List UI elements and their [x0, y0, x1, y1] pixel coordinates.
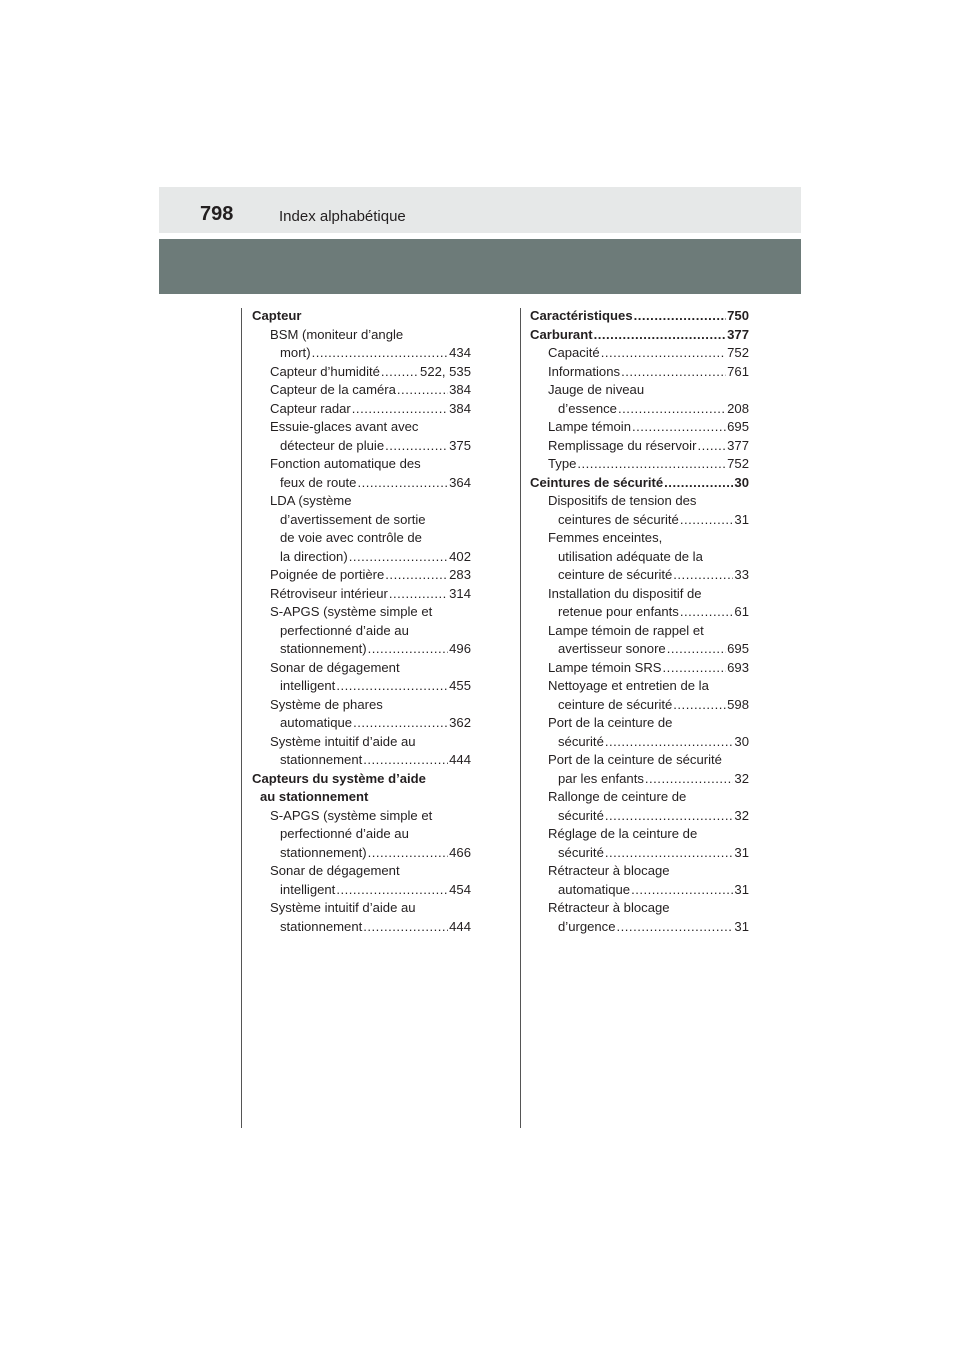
- index-entry-label: Capacité: [548, 345, 600, 360]
- index-entry: [252, 418, 471, 437]
- index-entry-label: utilisation adéquate de la: [558, 548, 703, 564]
- leader-dots: [673, 566, 733, 585]
- leader-dots: [664, 474, 733, 493]
- index-entry-label: stationnement: [280, 918, 363, 934]
- index-entry: [252, 548, 471, 567]
- index-entry: [530, 511, 749, 530]
- index-entry: [530, 807, 749, 826]
- index-entry-label: automatique: [558, 881, 631, 897]
- column-divider-left: [241, 308, 242, 1128]
- index-entry-label: Rallonge de ceinture de: [548, 789, 687, 804]
- index-entry-label: BSM (moniteur d’angle: [270, 326, 404, 342]
- index-entry: [252, 511, 471, 530]
- leader-dots: [631, 881, 733, 900]
- index-entry: [530, 770, 749, 789]
- leader-dots: [605, 844, 734, 863]
- leader-dots: [336, 881, 448, 900]
- index-entry-page: 31: [734, 881, 749, 897]
- column-divider-middle: [520, 308, 521, 1128]
- index-entry-label: intelligent: [280, 881, 336, 897]
- index-entry: [252, 566, 471, 585]
- index-entry-label: avertisseur sonore: [558, 641, 666, 656]
- index-entry: [252, 326, 471, 345]
- index-entry: [252, 881, 471, 900]
- index-entry: [530, 585, 749, 604]
- index-entry: [530, 751, 749, 770]
- index-entry-label: Capteur de la caméra: [270, 382, 396, 397]
- index-entry: [252, 714, 471, 733]
- leader-dots: [618, 400, 726, 419]
- index-entry: [252, 862, 471, 881]
- index-entry-label: stationnement): [280, 641, 367, 656]
- index-entry: [252, 899, 471, 918]
- index-entry-label: S-APGS (système simple et: [270, 604, 433, 619]
- leader-dots: [621, 363, 726, 382]
- index-entry-page: 752: [727, 456, 749, 471]
- index-entry-label: feux de route: [280, 474, 357, 490]
- index-entry-label: Essuie-glaces avant avec: [270, 419, 419, 434]
- leader-dots: [381, 363, 419, 382]
- index-entry-label: stationnement: [280, 752, 363, 767]
- index-entry-page: 598: [727, 696, 749, 712]
- header-bar: [159, 187, 801, 233]
- index-entry: [252, 770, 471, 789]
- page-number: 798: [200, 203, 234, 225]
- index-entry: [530, 881, 749, 900]
- leader-dots: [680, 603, 734, 622]
- index-entry: [252, 585, 471, 604]
- index-entry: [252, 659, 471, 678]
- index-entry: [252, 807, 471, 826]
- index-entry-label: par les enfants: [558, 770, 644, 786]
- index-entry: [252, 640, 471, 659]
- index-entry: [252, 825, 471, 844]
- index-entry-label: Nettoyage et entretien de la: [548, 678, 709, 693]
- index-entry: [252, 529, 471, 548]
- leader-dots: [357, 474, 448, 493]
- index-entry-page: 31: [734, 918, 749, 934]
- leader-dots: [605, 733, 734, 752]
- index-entry: [530, 363, 749, 382]
- index-entry-label: Réglage de la ceinture de: [548, 826, 698, 841]
- index-column-1: [252, 307, 471, 936]
- index-entry-page: 30: [734, 474, 749, 490]
- leader-dots: [368, 640, 449, 659]
- index-entry-page: 314: [449, 585, 471, 601]
- index-entry-label: ceinture de sécurité: [558, 696, 673, 712]
- index-entry-label: Capteur radar: [270, 400, 351, 416]
- leader-dots: [680, 511, 734, 530]
- index-entry-label: LDA (système: [270, 493, 352, 508]
- index-entry: [530, 640, 749, 659]
- leader-dots: [601, 344, 726, 363]
- index-entry: [252, 918, 471, 937]
- index-entry-page: 362: [449, 715, 471, 730]
- index-entry: [530, 677, 749, 696]
- index-entry: [530, 825, 749, 844]
- index-entry-label: automatique: [280, 715, 353, 730]
- index-entry-label: Rétroviseur intérieur: [270, 585, 388, 601]
- index-entry-label: Dispositifs de tension des: [548, 493, 697, 508]
- index-entry-label: Capteurs du système d’aide: [252, 770, 426, 786]
- leader-dots: [594, 326, 727, 345]
- index-entry: [530, 733, 749, 752]
- index-entry-label: retenue pour enfants: [558, 604, 679, 619]
- index-entry-page: 384: [449, 382, 471, 397]
- index-entry-label: Sonar de dégagement: [270, 863, 400, 878]
- index-entry-page: 377: [727, 437, 749, 453]
- index-entry-label: Capteur d’humidité: [270, 363, 380, 379]
- leader-dots: [397, 381, 448, 400]
- index-entry-page: 377: [727, 326, 749, 342]
- index-entry-label: Lampe témoin SRS: [548, 659, 662, 675]
- index-entry: [252, 455, 471, 474]
- index-entry: [252, 603, 471, 622]
- index-entry: [530, 918, 749, 937]
- index-entry-label: Caractéristiques: [530, 308, 633, 323]
- leader-dots: [645, 770, 734, 789]
- index-entry: [252, 400, 471, 419]
- index-entry-label: Rétracteur à blocage: [548, 900, 670, 915]
- index-entry: [530, 622, 749, 641]
- index-entry: [530, 696, 749, 715]
- index-entry-page: 695: [727, 641, 749, 656]
- index-entry-label: Remplissage du réservoir: [548, 437, 697, 453]
- index-entry: [530, 844, 749, 863]
- index-entry: [530, 455, 749, 474]
- index-entry: [530, 400, 749, 419]
- index-entry: [252, 696, 471, 715]
- leader-dots: [368, 844, 449, 863]
- index-entry: [252, 622, 471, 641]
- index-entry-page: 752: [727, 345, 749, 360]
- index-entry: [530, 548, 749, 567]
- index-entry-page: 695: [727, 419, 749, 434]
- index-entry: [530, 659, 749, 678]
- index-entry-page: 364: [449, 474, 471, 490]
- index-entry-label: Port de la ceinture de: [548, 715, 673, 730]
- index-entry-label: sécurité: [558, 807, 604, 823]
- index-entry: [530, 307, 749, 326]
- index-entry: [530, 344, 749, 363]
- index-entry-label: stationnement): [280, 844, 367, 860]
- page-title: Index alphabétique: [279, 208, 406, 225]
- index-entry-label: de voie avec contrôle de: [280, 530, 422, 545]
- index-entry: [530, 326, 749, 345]
- index-entry-label: Fonction automatique des: [270, 456, 421, 471]
- index-entry-label: Type: [548, 456, 577, 471]
- index-entry-label: Sonar de dégagement: [270, 659, 400, 675]
- index-entry-page: 283: [449, 567, 471, 582]
- index-entry-page: 384: [449, 400, 471, 416]
- index-entry: [252, 751, 471, 770]
- index-entry: [252, 307, 471, 326]
- index-entry: [252, 474, 471, 493]
- index-entry-label: la direction): [280, 548, 348, 564]
- index-entry-page: 496: [449, 641, 471, 656]
- index-entry-label: Système intuitif d’aide au: [270, 733, 416, 749]
- index-entry-label: Rétracteur à blocage: [548, 863, 670, 878]
- index-entry-label: Installation du dispositif de: [548, 585, 702, 601]
- index-entry-label: Lampe témoin: [548, 419, 631, 434]
- index-entry-page: 375: [449, 437, 471, 453]
- index-entry: [252, 437, 471, 456]
- index-entry-label: Capteur: [252, 308, 302, 323]
- leader-dots: [617, 918, 734, 937]
- leader-dots: [577, 455, 726, 474]
- index-entry: [252, 677, 471, 696]
- index-entry-page: 466: [449, 844, 471, 860]
- index-entry-label: Jauge de niveau: [548, 382, 645, 397]
- header-band: [159, 239, 801, 294]
- index-entry-label: Lampe témoin de rappel et: [548, 622, 704, 638]
- index-entry-page: 693: [727, 659, 749, 675]
- index-entry-label: mort): [280, 345, 311, 360]
- index-entry-page: 30: [734, 733, 749, 749]
- index-entry: [252, 788, 471, 807]
- index-entry-page: 761: [727, 363, 749, 379]
- index-entry-label: S-APGS (système simple et: [270, 807, 433, 823]
- index-entry-label: perfectionné d’aide au: [280, 622, 409, 638]
- index-entry-label: Poignée de portière: [270, 567, 385, 582]
- index-entry-label: ceintures de sécurité: [558, 511, 679, 527]
- index-entry-label: perfectionné d’aide au: [280, 826, 409, 841]
- leader-dots: [352, 400, 448, 419]
- index-entry: [252, 381, 471, 400]
- index-entry-label: d’essence: [558, 400, 617, 416]
- index-entry: [252, 344, 471, 363]
- index-entry-page: 32: [734, 770, 749, 786]
- index-entry: [530, 529, 749, 548]
- leader-dots: [605, 807, 734, 826]
- index-entry-page: 32: [734, 807, 749, 823]
- leader-dots: [697, 437, 726, 456]
- index-entry-page: 434: [449, 345, 471, 360]
- index-entry-page: 454: [449, 881, 471, 897]
- index-entry-page: 455: [449, 678, 471, 693]
- leader-dots: [663, 659, 727, 678]
- leader-dots: [353, 714, 448, 733]
- index-entry-page: 208: [727, 400, 749, 416]
- index-entry: [530, 437, 749, 456]
- index-column-2: [530, 307, 749, 936]
- index-entry-label: ceinture de sécurité: [558, 567, 673, 582]
- index-entry: [252, 844, 471, 863]
- index-entry-page: 33: [734, 567, 749, 582]
- index-entry-label: Informations: [548, 363, 621, 379]
- index-entry-label: au stationnement: [260, 789, 369, 804]
- leader-dots: [385, 566, 448, 585]
- index-entry: [252, 733, 471, 752]
- index-entry: [530, 492, 749, 511]
- index-entry: [530, 714, 749, 733]
- index-entry-page: 31: [734, 844, 749, 860]
- index-entry-label: Femmes enceintes,: [548, 530, 663, 545]
- index-entry: [530, 788, 749, 807]
- index-entry-label: intelligent: [280, 678, 336, 693]
- index-entry: [530, 603, 749, 622]
- index-entry-page: 61: [734, 604, 749, 619]
- index-entry-page: 750: [727, 308, 749, 323]
- index-entry-label: sécurité: [558, 844, 604, 860]
- index-entry-label: Ceintures de sécurité: [530, 474, 664, 490]
- index-entry: [252, 363, 471, 382]
- index-entry-page: 444: [449, 918, 471, 934]
- leader-dots: [634, 307, 727, 326]
- index-entry: [530, 862, 749, 881]
- leader-dots: [312, 344, 449, 363]
- index-entry-page: 402: [449, 548, 471, 564]
- index-entry: [530, 566, 749, 585]
- leader-dots: [336, 677, 448, 696]
- index-entry: [530, 899, 749, 918]
- leader-dots: [632, 418, 726, 437]
- index-entry-label: Port de la ceinture de sécurité: [548, 752, 722, 767]
- leader-dots: [363, 918, 448, 937]
- index-entry-label: détecteur de pluie: [280, 437, 385, 453]
- leader-dots: [667, 640, 726, 659]
- leader-dots: [349, 548, 448, 567]
- leader-dots: [673, 696, 726, 715]
- leader-dots: [363, 751, 448, 770]
- index-entry-label: Carburant: [530, 326, 593, 342]
- leader-dots: [389, 585, 448, 604]
- index-entry: [530, 474, 749, 493]
- index-entry-label: d’urgence: [558, 918, 616, 934]
- index-entry-label: d’avertissement de sortie: [280, 511, 426, 527]
- index-entry-page: 444: [449, 752, 471, 767]
- index-entry: [252, 492, 471, 511]
- index-entry: [530, 381, 749, 400]
- index-entry-label: Système intuitif d’aide au: [270, 900, 416, 915]
- index-entry-label: Système de phares: [270, 696, 383, 712]
- leader-dots: [385, 437, 448, 456]
- index-entry-page: 522, 535: [420, 363, 471, 379]
- index-entry-page: 31: [734, 511, 749, 527]
- index-entry-label: sécurité: [558, 733, 604, 749]
- index-entry: [530, 418, 749, 437]
